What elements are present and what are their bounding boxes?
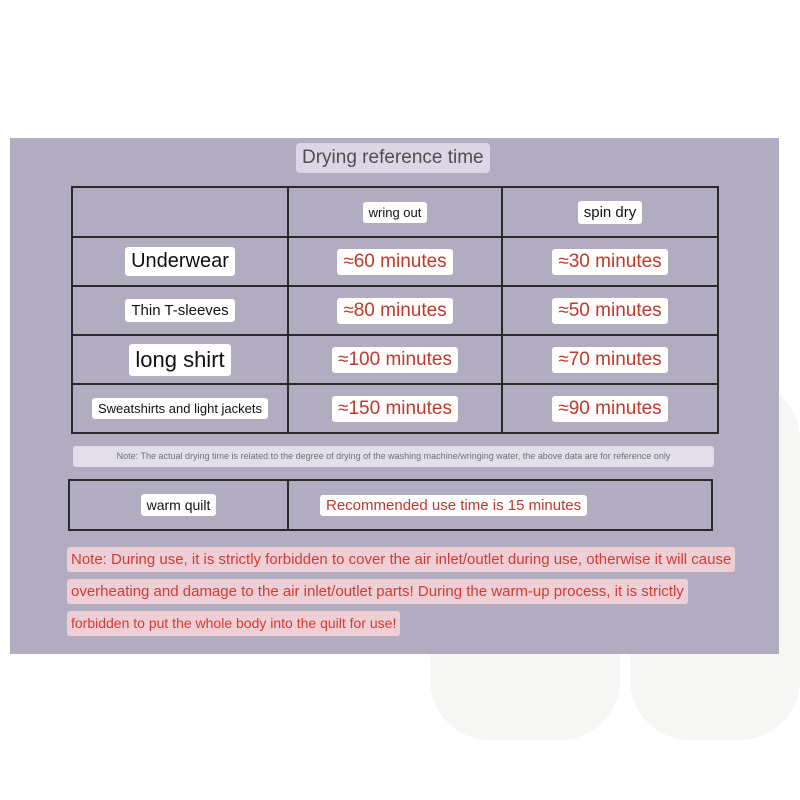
warning-line-1: Note: During use, it is strictly forbidden to cover the air inlet/outlet during use, otherwise it will cause <box>67 547 735 572</box>
header-cell-empty <box>72 187 288 237</box>
spin-value-cell: ≈30 minutes <box>502 237 718 286</box>
wring-value-cell: ≈100 minutes <box>288 335 502 384</box>
wring-value-cell: ≈80 minutes <box>288 286 502 335</box>
table-row <box>72 384 718 433</box>
wring-value-cell: ≈60 minutes <box>288 237 502 286</box>
drying-time-table <box>71 186 719 434</box>
quilt-label: warm quilt <box>141 494 217 516</box>
header-cell-wring-out: wring out <box>288 187 502 237</box>
quilt-value: Recommended use time is 15 minutes <box>320 495 587 516</box>
spin-value-cell: ≈90 minutes <box>502 384 718 433</box>
spin-value-cell: ≈50 minutes <box>502 286 718 335</box>
item-cell: Underwear <box>72 237 288 286</box>
warm-quilt-row <box>68 479 713 531</box>
quilt-value-cell <box>320 481 587 529</box>
table-header-row <box>72 187 718 237</box>
page-title: Drying reference time <box>296 143 490 173</box>
table-row <box>72 286 718 335</box>
warning-line-3: forbidden to put the whole body into the quilt for use! <box>67 611 400 636</box>
spin-value-cell: ≈70 minutes <box>502 335 718 384</box>
header-cell-spin-dry: spin dry <box>502 187 718 237</box>
item-cell: long shirt <box>72 335 288 384</box>
table-row <box>72 237 718 286</box>
item-cell: Thin T-sleeves <box>72 286 288 335</box>
table-row <box>72 335 718 384</box>
warning-line-2: overheating and damage to the air inlet/outlet parts! During the warm-up process, it is strictly <box>67 579 688 604</box>
quilt-label-cell <box>70 481 289 529</box>
item-cell: Sweatshirts and light jackets <box>72 384 288 433</box>
wring-value-cell: ≈150 minutes <box>288 384 502 433</box>
reference-note: Note: The actual drying time is related to the degree of drying of the washing machine/wringing water, the above data are for reference only <box>73 446 714 467</box>
